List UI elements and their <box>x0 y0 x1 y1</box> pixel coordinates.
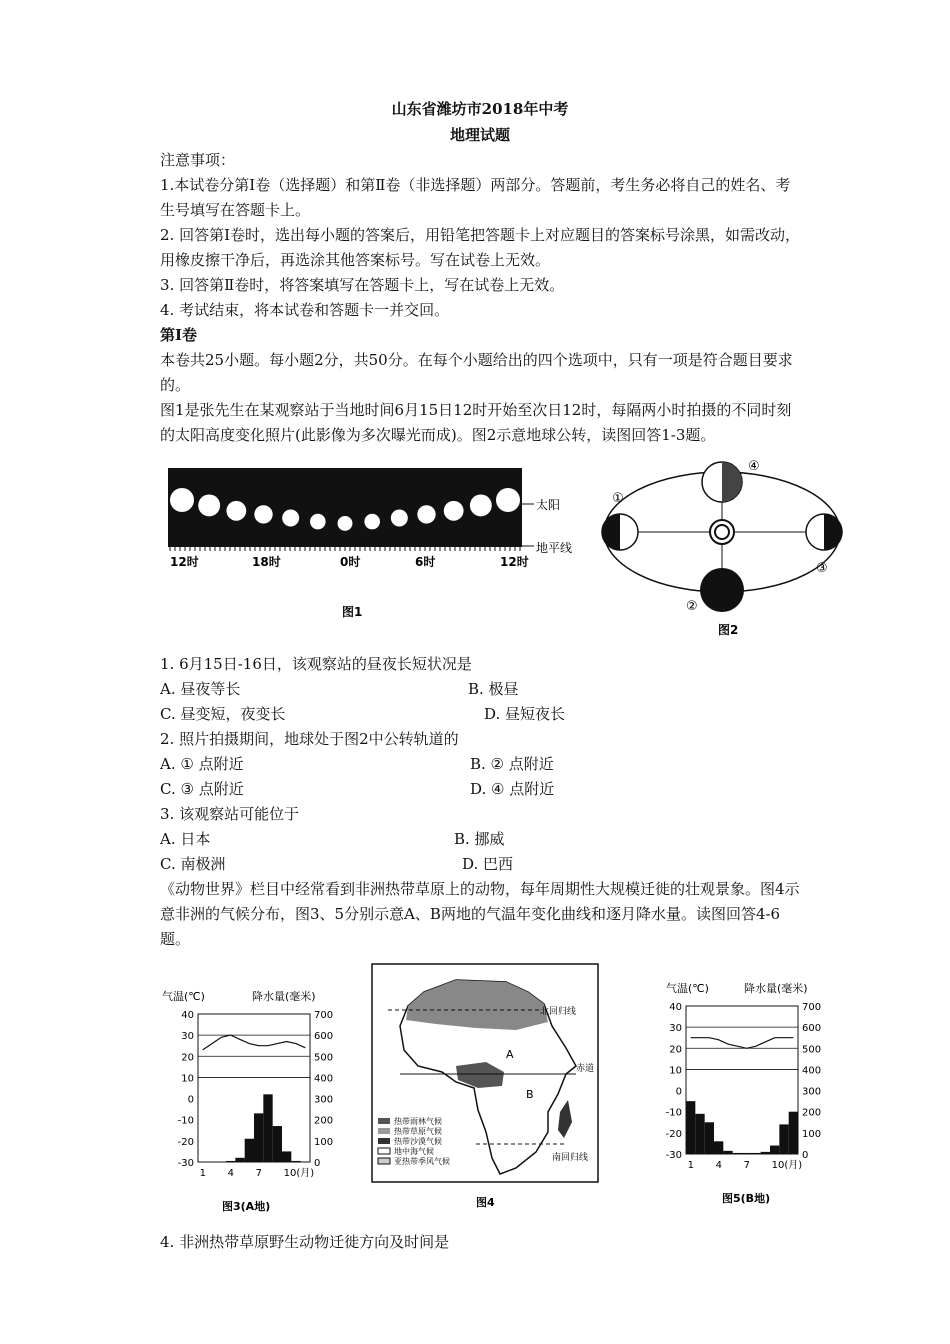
fig3-body-precip-tick: 300 <box>314 1094 334 1106</box>
figure-row-1 <box>160 459 828 652</box>
question-intro: 《动物世界》栏目中经常看到非洲热带草原上的动物，每年周期性大规模迁徙的壮观景象。图4示意非洲的气候分布，图3、5分别示意A、B两地的气温年变化曲线和逐月降水量。读图回答4-6题。 <box>160 880 800 948</box>
fig5-body-temp-tick: 30 <box>669 1023 682 1035</box>
fig3-body-precip-tick: 200 <box>314 1115 334 1127</box>
fig1-sun-mark <box>198 494 220 516</box>
fig3-body-precip-bar <box>273 1126 282 1162</box>
fig3-body-temp-tick: 10 <box>181 1073 194 1085</box>
fig4-label-tropic-s: 南回归线 <box>552 1153 589 1163</box>
fig5-body-temp-tick: 20 <box>669 1044 682 1056</box>
svg-text:热带沙漠气候: 热带沙漠气候 <box>394 1137 442 1146</box>
fig3-body-precip-bar <box>263 1094 272 1162</box>
fig5-body-temp-tick: -10 <box>665 1107 682 1119</box>
fig5-body-month-tick: 4 <box>715 1160 723 1171</box>
fig1-sun-mark <box>470 494 492 516</box>
fig5-body-temp-tick: 10 <box>669 1065 682 1077</box>
svg-text:热带草原气候: 热带草原气候 <box>394 1127 442 1136</box>
fig3-body-month-tick: 1 <box>199 1168 207 1179</box>
notice-item: 4. 考试结束，将本试卷和答题卡一并交回。 <box>160 301 450 319</box>
svg-text:热带雨林气候: 热带雨林气候 <box>394 1117 442 1126</box>
option[interactable]: A. 昼夜等长 <box>160 680 241 698</box>
fig2-label-4: ④ <box>748 459 760 474</box>
fig1-tick-label: 0时 <box>340 555 361 569</box>
fig5-body-month-tick: 7 <box>743 1160 751 1171</box>
fig1-sun-mark <box>170 488 194 512</box>
notice-heading: 注意事项： <box>160 151 236 169</box>
climate-figures <box>156 962 822 1252</box>
fig5-body-temp-tick: 40 <box>669 1002 682 1013</box>
fig3-body-temp-tick: 40 <box>181 1010 194 1021</box>
fig3-body-temp-tick: 0 <box>187 1094 194 1106</box>
question-1: 1. 6月15日-16日，该观察站的昼夜长短状况是 <box>160 655 472 673</box>
fig1-tick-label: 12时 <box>500 555 529 569</box>
fig3-body-temp-tick: 30 <box>181 1031 194 1043</box>
fig5-body-precip-tick: 0 <box>802 1150 809 1161</box>
fig4-label-tropic-n: 北回归线 <box>540 1007 577 1017</box>
fig5-body-precip-bar <box>733 1153 742 1154</box>
fig3-climate-chart <box>162 989 333 1213</box>
fig3-body-precip-bar <box>291 1161 300 1162</box>
fig5-body-precip-bar <box>770 1146 779 1154</box>
fig1-sun-mark <box>254 505 272 523</box>
section-heading: 第Ⅰ卷 <box>160 326 198 344</box>
fig1-caption: 图1 <box>342 605 363 619</box>
fig1-sun-mark <box>391 510 408 527</box>
fig3-body-temp-tick: -30 <box>177 1158 194 1169</box>
fig3-body-precip-tick: 700 <box>314 1010 334 1021</box>
fig3-body-precip-tick: 0 <box>314 1158 321 1169</box>
question-3: 3. 该观察站可能位于 <box>160 805 300 823</box>
fig1-sun-mark <box>338 516 353 531</box>
fig5-body-temp-line <box>691 1038 794 1049</box>
fig5-body-temp-tick: -30 <box>665 1150 682 1161</box>
question-intro: 图1是张先生在某观察站于当地时间6月15日12时开始至次日12时，每隔两小时拍摄的不同时刻的太阳高度变化照片(此影像为多次曝光而成)。图2示意地球公转，读图回答1-3题。 <box>160 401 792 444</box>
option[interactable]: B. 挪威 <box>454 830 505 848</box>
fig5-body-precip-bar <box>761 1152 770 1154</box>
fig5-body-precip-tick: 300 <box>802 1086 822 1098</box>
fig5-body-precip-tick: 100 <box>802 1128 822 1140</box>
fig3-body-precip-bar <box>245 1139 254 1162</box>
exam-subtitle: 地理试题 <box>449 126 510 144</box>
fig1-tick-label: 6时 <box>415 555 436 569</box>
fig1-sun-mark <box>282 510 299 527</box>
fig4-caption: 图4 <box>476 1196 495 1209</box>
fig5-body-month-tick: 1 <box>687 1160 695 1171</box>
fig2-label-1: ① <box>612 491 624 506</box>
svg-text:亚热带季风气候: 亚热带季风气候 <box>394 1157 450 1166</box>
figure-row-2 <box>160 962 822 1252</box>
fig1-horizon-label: 地平线 <box>536 541 573 555</box>
fig2-earth-2 <box>700 568 744 612</box>
fig3-body-precip-bar <box>235 1158 244 1162</box>
question-4: 4. 非洲热带草原野生动物迁徙方向及时间是 <box>160 1233 450 1251</box>
fig3-body-precip-bar <box>226 1161 235 1162</box>
fig5-caption: 图5(B地) <box>722 1192 771 1205</box>
fig2-label-3: ③ <box>816 561 828 576</box>
option[interactable]: D. 昼短夜长 <box>484 705 566 723</box>
fig3-body-precip-tick: 600 <box>314 1031 334 1043</box>
fig5-left-axis-label: 气温(℃) <box>666 982 709 995</box>
fig5-body-precip-bar <box>751 1153 760 1154</box>
fig1-tick-label: 12时 <box>170 555 199 569</box>
notice-item: 2. 回答第Ⅰ卷时，选出每小题的答案后，用铅笔把答题卡上对应题目的答案标号涂黑，如需改动，用橡皮擦干净后，再选涂其他答案标号。写在试卷上无效。 <box>160 226 801 269</box>
option[interactable]: C. ③ 点附近 <box>160 780 244 798</box>
fig4-label-a: A <box>506 1048 514 1061</box>
notice-item: 1.本试卷分第Ⅰ卷（选择题）和第Ⅱ卷（非选择题）两部分。答题前，考生务必将自己的姓名、考生号填写在答题卡上。 <box>160 176 791 219</box>
fig4-legend <box>378 1116 450 1166</box>
fig2-label-2: ② <box>686 599 698 614</box>
fig3-body-precip-bar <box>282 1151 291 1162</box>
fig3-body-precip-bar <box>254 1113 263 1162</box>
option[interactable]: A. ① 点附近 <box>160 755 244 773</box>
fig5-body-precip-bar <box>779 1124 788 1154</box>
option[interactable]: A. 日本 <box>160 830 211 848</box>
fig1-tick-label: 18时 <box>252 555 281 569</box>
fig4-label-b: B <box>526 1088 534 1101</box>
fig5-body-precip-tick: 400 <box>802 1065 822 1077</box>
fig3-body-month-tick: 7 <box>255 1168 263 1179</box>
fig4-label-equator: 赤道 <box>576 1064 595 1074</box>
fig1-photo-frame <box>168 468 522 546</box>
fig2-orbit-diagram <box>602 459 842 637</box>
section-description: 本卷共25小题。每小题2分，共50分。在每个小题给出的四个选项中，只有一项是符合题目要求的。 <box>160 351 793 394</box>
fig5-body-precip-bar <box>742 1153 751 1154</box>
fig5-climate-chart <box>666 981 821 1205</box>
fig5-body-precip-tick: 200 <box>802 1107 822 1119</box>
svg-text:地中海气候: 地中海气候 <box>394 1147 434 1156</box>
fig3-left-axis-label: 气温(℃) <box>162 990 205 1003</box>
option[interactable]: D. ④ 点附近 <box>470 780 555 798</box>
fig4-africa-map <box>372 964 598 1209</box>
fig3-body-month-tick: 10(月) <box>283 1168 315 1179</box>
option[interactable]: B. 极昼 <box>468 680 519 698</box>
option[interactable]: C. 南极洲 <box>160 855 226 873</box>
fig3-body-temp-tick: -20 <box>177 1136 194 1148</box>
fig5-body-precip-bar <box>695 1114 704 1154</box>
option[interactable]: C. 昼变短，夜变长 <box>160 705 286 723</box>
fig3-body-temp-tick: -10 <box>177 1115 194 1127</box>
question-2: 2. 照片拍摄期间，地球处于图2中公转轨道的 <box>160 730 459 748</box>
fig1-sun-mark <box>364 514 380 530</box>
fig2-caption: 图2 <box>718 623 739 637</box>
notice-item: 3. 回答第Ⅱ卷时，将答案填写在答题卡上，写在试卷上无效。 <box>160 276 565 294</box>
option[interactable]: B. ② 点附近 <box>470 755 554 773</box>
fig5-body-month-tick: 10(月) <box>771 1160 803 1171</box>
fig5-body-precip-bar <box>723 1151 732 1154</box>
fig3-right-axis-label: 降水量(毫米) <box>252 990 316 1003</box>
option[interactable]: D. 巴西 <box>462 855 514 873</box>
fig5-body-precip-bar <box>686 1101 695 1154</box>
fig5-body-precip-tick: 700 <box>802 1002 822 1013</box>
fig1-sun-mark <box>310 514 326 530</box>
fig5-body-temp-tick: -20 <box>665 1128 682 1140</box>
fig3-body-precip-tick: 500 <box>314 1052 334 1064</box>
fig5-body-precip-tick: 500 <box>802 1044 822 1056</box>
fig1-sun-mark <box>226 501 246 521</box>
fig3-body-temp-tick: 20 <box>181 1052 194 1064</box>
fig3-body-month-tick: 4 <box>227 1168 235 1179</box>
fig1-sun-photo <box>160 459 828 652</box>
fig1-sun-label: 太阳 <box>536 498 561 512</box>
exam-title: 山东省潍坊市2018年中考 <box>391 100 569 118</box>
fig1-sun-mark <box>444 501 464 521</box>
fig5-body-precip-tick: 600 <box>802 1023 822 1035</box>
fig3-caption: 图3(A地) <box>222 1200 271 1213</box>
fig5-right-axis-label: 降水量(毫米) <box>744 982 808 995</box>
document-page <box>160 96 828 1255</box>
fig1-sun-mark <box>417 505 435 523</box>
fig3-body-temp-line <box>203 1035 306 1050</box>
fig5-body-temp-tick: 0 <box>675 1086 682 1098</box>
fig3-body-precip-tick: 100 <box>314 1136 334 1148</box>
fig1-sun-mark <box>496 488 520 512</box>
fig5-body-precip-bar <box>789 1112 798 1154</box>
fig5-body-precip-bar <box>714 1141 723 1154</box>
fig3-body-precip-tick: 400 <box>314 1073 334 1085</box>
fig5-body-precip-bar <box>705 1122 714 1154</box>
